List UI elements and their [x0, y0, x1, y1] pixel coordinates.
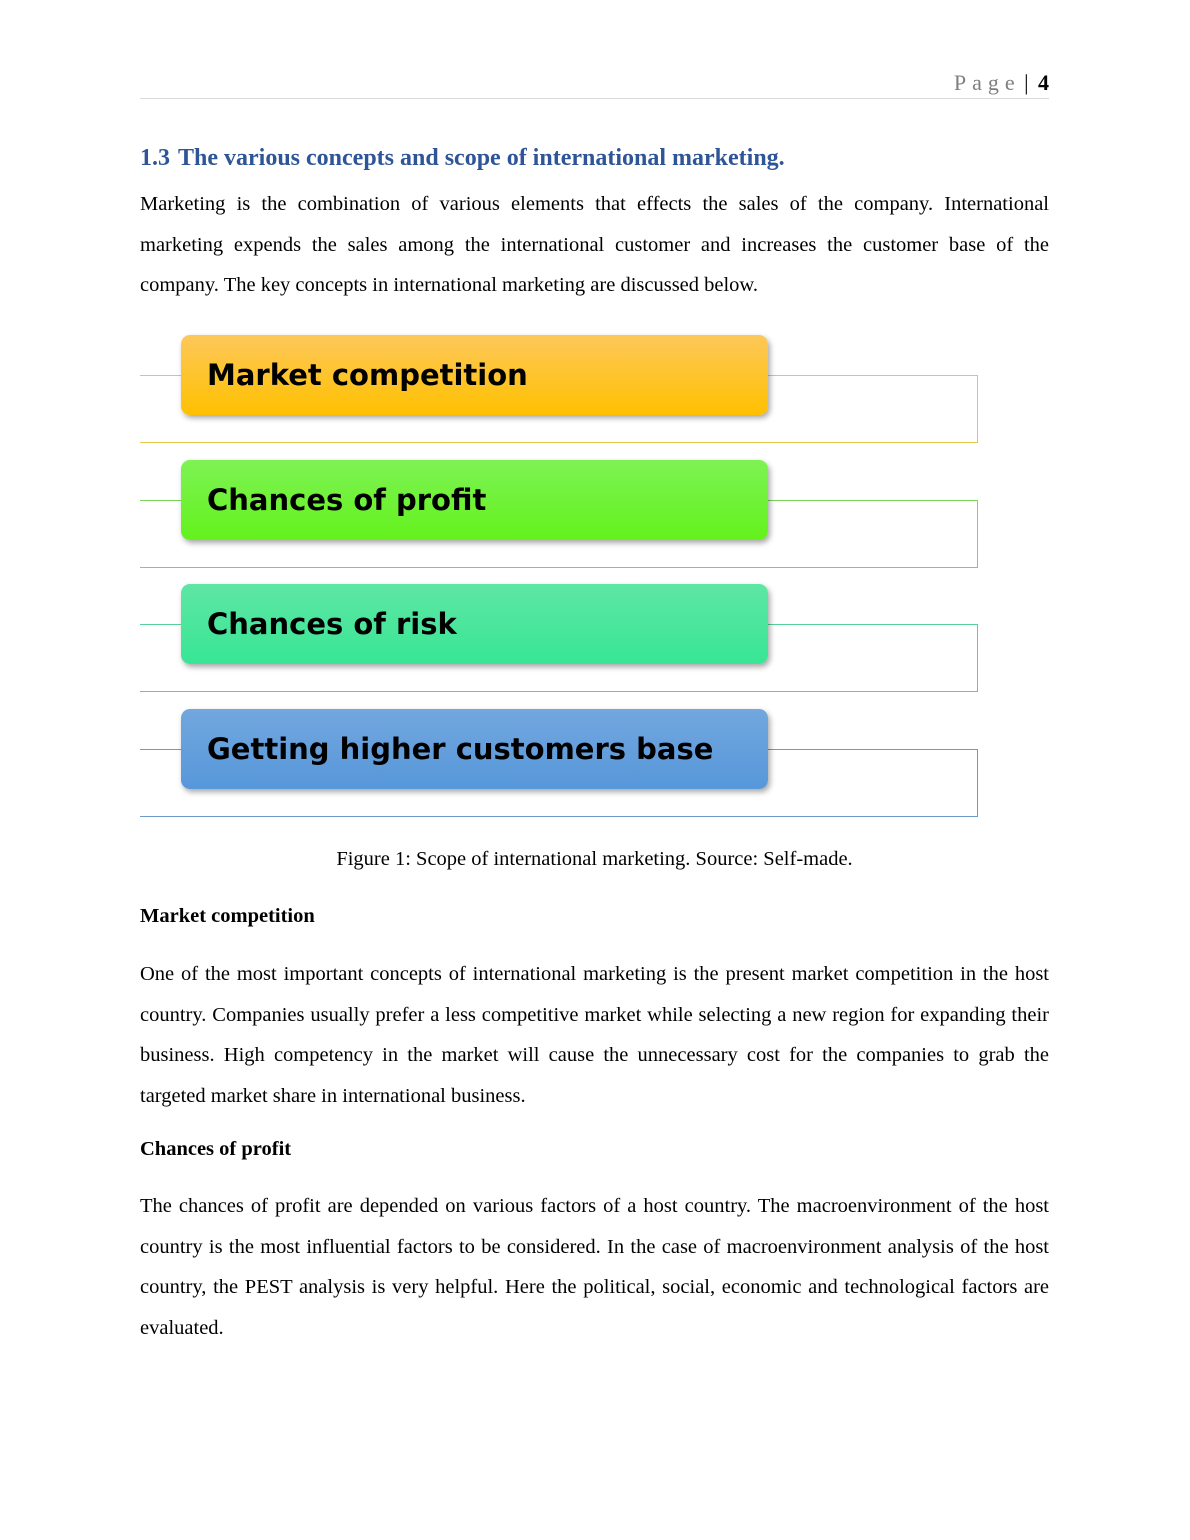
concept-label: Getting higher customers base [207, 732, 714, 766]
section-heading [140, 145, 785, 172]
concept-box-chances-of-profit [181, 460, 768, 540]
page-number-label [954, 70, 1049, 96]
page-number: 4 [1038, 70, 1049, 95]
concept-box-chances-of-risk [181, 584, 768, 664]
intro-paragraph: Marketing is the combination of various elements that effects the sales of the company. International marketing expends the sales among the international customer and increases the customer base of the company. The key concepts in international marketing are discussed below. [140, 193, 1049, 296]
section-number: 1.3 [140, 145, 170, 171]
section-title: The various concepts and scope of international marketing. [178, 145, 785, 171]
concept-label: Market competition [207, 358, 528, 392]
page-separator: | [1024, 70, 1029, 95]
figure-caption: Figure 1: Scope of international marketing. Source: Self-made. [336, 848, 853, 870]
paragraph-market-competition: One of the most important concepts of international marketing is the present market competition in the host country. Companies usually prefer a less competitive market while selecting a new region for expanding their business. High competency in the market will cause the unnecessary cost for the companies to grab the targeted market share in international business. [140, 963, 1049, 1107]
concept-box-market-competition [181, 335, 768, 415]
page-word: Page [953, 70, 1021, 95]
concept-label: Chances of risk [207, 607, 457, 641]
concept-box-customer-base [181, 709, 768, 789]
subheading-market-competition: Market competition [140, 905, 315, 927]
concepts-diagram [140, 320, 990, 830]
concept-label: Chances of profit [207, 483, 487, 517]
paragraph-chances-of-profit: The chances of profit are depended on various factors of a host country. The macroenvironment of the host country is the most influential factors to be considered. In the case of macroenvironment analysis of the host country, the PEST analysis is very helpful. Here the political, social, economic and technological factors are evaluated. [140, 1195, 1049, 1339]
subheading-chances-of-profit: Chances of profit [140, 1138, 292, 1160]
page-header [140, 66, 1049, 99]
